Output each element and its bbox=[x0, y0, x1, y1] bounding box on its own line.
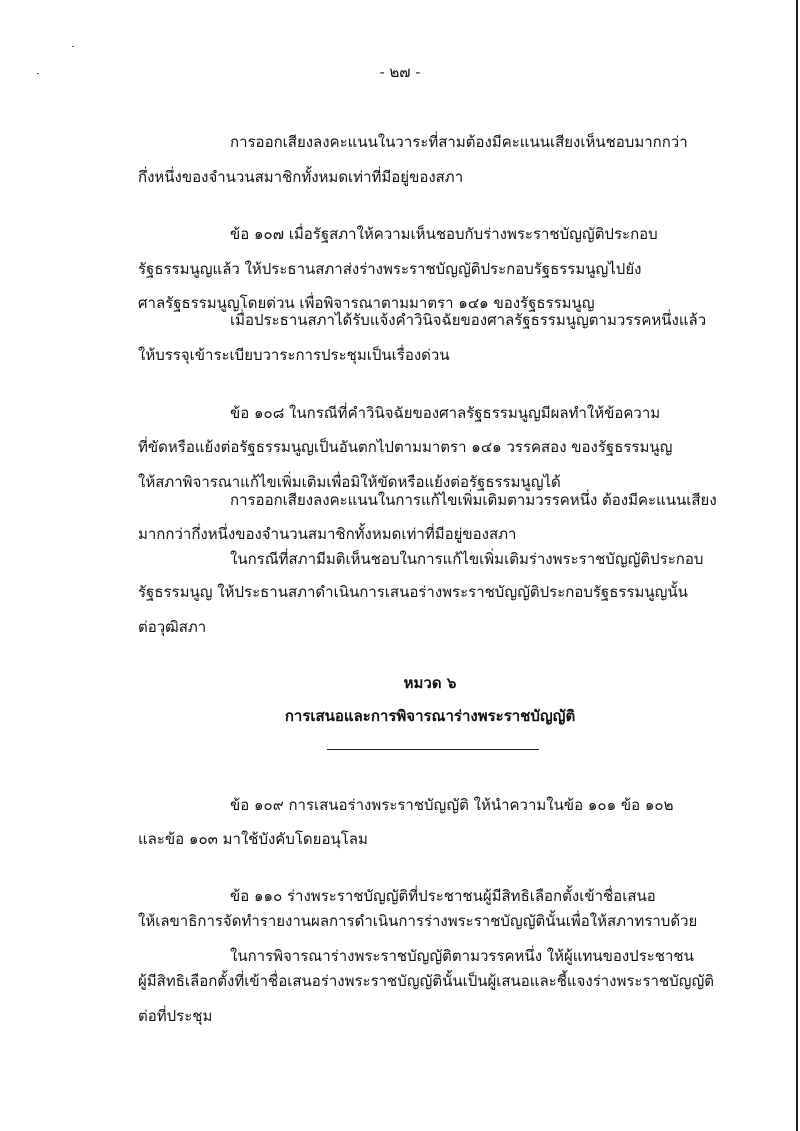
clause-107-line: รัฐธรรมนูญแล้ว ให้ประธานสภาส่งร่างพระราชบัญญัติประกอบรัฐธรรมนูญไปยัง bbox=[138, 260, 642, 278]
clause-108-line: ให้สภาพิจารณาแก้ไขเพิ่มเติมเพื่อมิให้ขัดหรือแย้งต่อรัฐธรรมนูญได้ bbox=[138, 473, 561, 491]
clause-107-line: ข้อ ๑๐๗ เมื่อรัฐสภาให้ความเห็นชอบกับร่างพระราชบัญญัติประกอบ bbox=[230, 225, 658, 243]
clause-107-line: ศาลรัฐธรรมนูญโดยด่วน เพื่อพิจารณาตามมาตรา ๑๔๑ ของรัฐธรรมนูญ bbox=[138, 294, 595, 312]
clause-110-line: ต่อที่ประชุม bbox=[138, 1007, 213, 1025]
clause-108-line: รัฐธรรมนูญ ให้ประธานสภาดำเนินการเสนอร่างพระราชบัญญัติประกอบรัฐธรรมนูญนั้น bbox=[138, 583, 688, 601]
clause-108-line: มากกว่ากึ่งหนึ่งของจำนวนสมาชิกทั้งหมดเท่าที่มีอยู่ของสภา bbox=[138, 525, 517, 543]
clause-108-line: การออกเสียงลงคะแนนในการแก้ไขเพิ่มเติมตามวรรคหนึ่ง ต้องมีคะแนนเสียง bbox=[230, 491, 717, 509]
body-line: กึ่งหนึ่งของจำนวนสมาชิกทั้งหมดเท่าที่มีอยู่ของสภา bbox=[138, 168, 464, 186]
clause-110-line: ในการพิจารณาร่างพระราชบัญญัติตามวรรคหนึ่ง ให้ผู้แทนของประชาชน bbox=[230, 947, 694, 965]
clause-108-line: ที่ขัดหรือแย้งต่อรัฐธรรมนูญเป็นอันตกไปตามมาตรา ๑๔๑ วรรคสอง ของรัฐธรรมนูญ bbox=[138, 438, 673, 456]
scan-edge bbox=[796, 0, 798, 1131]
clause-108-line: ข้อ ๑๐๘ ในกรณีที่คำวินิจฉัยของศาลรัฐธรรมนูญมีผลทำให้ข้อความ bbox=[230, 404, 661, 422]
section-divider bbox=[327, 749, 539, 750]
clause-110-line: ผู้มีสิทธิเลือกตั้งที่เข้าชื่อเสนอร่างพระราชบัญญัตินั้นเป็นผู้เสนอและชี้แจงร่างพระราชบัญญัติ bbox=[138, 972, 714, 990]
clause-110-line: ข้อ ๑๑๐ ร่างพระราชบัญญัติที่ประชาชนผู้มีสิทธิเลือกตั้งเข้าชื่อเสนอ bbox=[230, 887, 656, 905]
clause-108-line: ต่อวุฒิสภา bbox=[138, 618, 207, 636]
chapter-number: หมวด ๖ bbox=[403, 674, 457, 692]
body-line: การออกเสียงลงคะแนนในวาระที่สามต้องมีคะแนนเสียงเห็นชอบมากกว่า bbox=[230, 133, 688, 151]
page-number: - ๒๗ - bbox=[379, 63, 421, 81]
chapter-title: การเสนอและการพิจารณาร่างพระราชบัญญัติ bbox=[284, 707, 576, 725]
clause-109-line: ข้อ ๑๐๙ การเสนอร่างพระราชบัญญัติ ให้นำความในข้อ ๑๐๑ ข้อ ๑๐๒ bbox=[230, 796, 674, 814]
clause-109-line: และข้อ ๑๐๓ มาใช้บังคับโดยอนุโลม bbox=[138, 830, 368, 848]
clause-107-line: ให้บรรจุเข้าระเบียบวาระการประชุมเป็นเรื่องด่วน bbox=[138, 346, 450, 364]
scan-speck bbox=[72, 46, 74, 47]
clause-107-line: เมื่อประธานสภาได้รับแจ้งคำวินิจฉัยของศาลรัฐธรรมนูญตามวรรคหนึ่งแล้ว bbox=[230, 311, 707, 329]
clause-108-line: ในกรณีที่สภามีมติเห็นชอบในการแก้ไขเพิ่มเติมร่างพระราชบัญญัติประกอบ bbox=[230, 550, 704, 568]
clause-110-line: ให้เลขาธิการจัดทำรายงานผลการดำเนินการร่างพระราชบัญญัตินั้นเพื่อให้สภาทราบด้วย bbox=[138, 912, 698, 930]
